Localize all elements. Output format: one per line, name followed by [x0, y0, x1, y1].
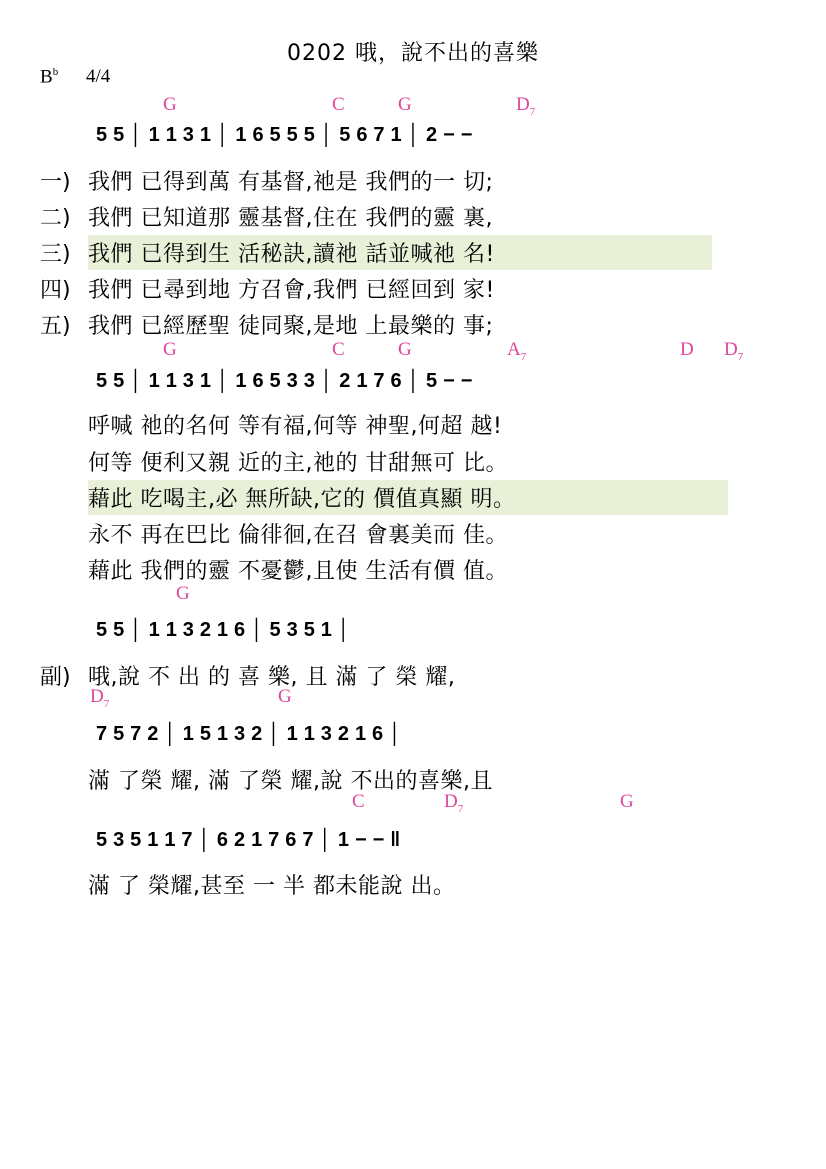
- lyric-line: 我們 已知道那 靈基督,住在 我們的靈 裏,: [88, 206, 493, 231]
- chord: G: [620, 791, 634, 812]
- lyric-line: 藉此 我們的靈 不憂鬱,且使 生活有價 值。: [88, 559, 508, 584]
- chord: $D_7$: [516, 94, 536, 118]
- lyric-line: 何等 便利又親 近的主,祂的 甘甜無可 比。: [88, 451, 508, 476]
- lyric-line: 我們 已尋到地 方召會,我們 已經回到 家!: [88, 278, 495, 303]
- chord-row: [0, 339, 826, 363]
- chord: G: [163, 339, 177, 360]
- verse-label: 四): [40, 278, 71, 303]
- chord: C: [332, 339, 345, 360]
- chord-row: [0, 583, 826, 607]
- chord: C: [352, 791, 365, 812]
- chorus-label: 副): [40, 665, 71, 690]
- lyric-line: 滿 了榮 耀, 滿 了榮 耀,說 不出的喜樂,且: [88, 769, 493, 794]
- verse-label: 五): [40, 314, 71, 339]
- chord: C: [332, 94, 345, 115]
- verse-label: 一): [40, 170, 71, 195]
- chord: G: [398, 339, 412, 360]
- key-signature: [40, 66, 58, 88]
- lyric-line: 呼喊 祂的名何 等有福,何等 神聖,何超 越!: [88, 414, 503, 439]
- chord-row: [0, 94, 826, 118]
- verse-label: 二): [40, 206, 71, 231]
- chord-row: [0, 686, 826, 710]
- lyric-line: 我們 已得到萬 有基督,祂是 我們的一 切;: [88, 170, 494, 195]
- lyric-line: 我們 已經歷聖 徒同聚,是地 上最樂的 事;: [88, 314, 494, 339]
- notation-line: 5 3 5 1 1 7 │ 6 2 1 7 6 7 │ 1 − − ‖: [96, 829, 401, 851]
- chord: G: [398, 94, 412, 115]
- key-note: B: [40, 66, 53, 88]
- key-flat: b: [52, 66, 59, 78]
- notation-line: 7 5 7 2 │ 1 5 1 3 2 │ 1 1 3 2 1 6 │: [96, 723, 402, 745]
- notation-line: 5 5 │ 1 1 3 1 │ 1 6 5 5 5 │ 5 6 7 1 │ 2 − −: [96, 124, 473, 146]
- notation-line: 5 5 │ 1 1 3 2 1 6 │ 5 3 5 1 │: [96, 619, 351, 641]
- lyric-line-highlighted: 我們 已得到生 活秘訣,讀祂 話並喊祂 名!: [88, 235, 712, 270]
- chord: $D_7$: [90, 686, 110, 710]
- lyric-line: 哦,說 不 出 的 喜 樂, 且 滿 了 榮 耀,: [88, 665, 456, 690]
- chord: D: [680, 339, 694, 360]
- chord: $D_7$: [444, 791, 464, 815]
- chord: $A_7$: [507, 339, 527, 363]
- chord: G: [163, 94, 177, 115]
- lyric-line-highlighted: 藉此 吃喝主,必 無所缺,它的 價值真顯 明。: [88, 480, 728, 515]
- notation-line: 5 5 │ 1 1 3 1 │ 1 6 5 3 3 │ 2 1 7 6 │ 5 − −: [96, 370, 473, 392]
- time-signature: 4/4: [86, 66, 111, 87]
- chord: $D_7$: [724, 339, 744, 363]
- lyric-line: 滿 了 榮耀,甚至 一 半 都未能說 出。: [88, 874, 456, 899]
- lyric-line: 永不 再在巴比 倫徘徊,在召 會裏美而 佳。: [88, 523, 508, 548]
- chord-row: [0, 791, 826, 815]
- verse-label: 三): [40, 242, 71, 267]
- chord: G: [278, 686, 292, 707]
- page-title: 0202 哦，說不出的喜樂: [287, 41, 539, 66]
- chord: G: [176, 583, 190, 604]
